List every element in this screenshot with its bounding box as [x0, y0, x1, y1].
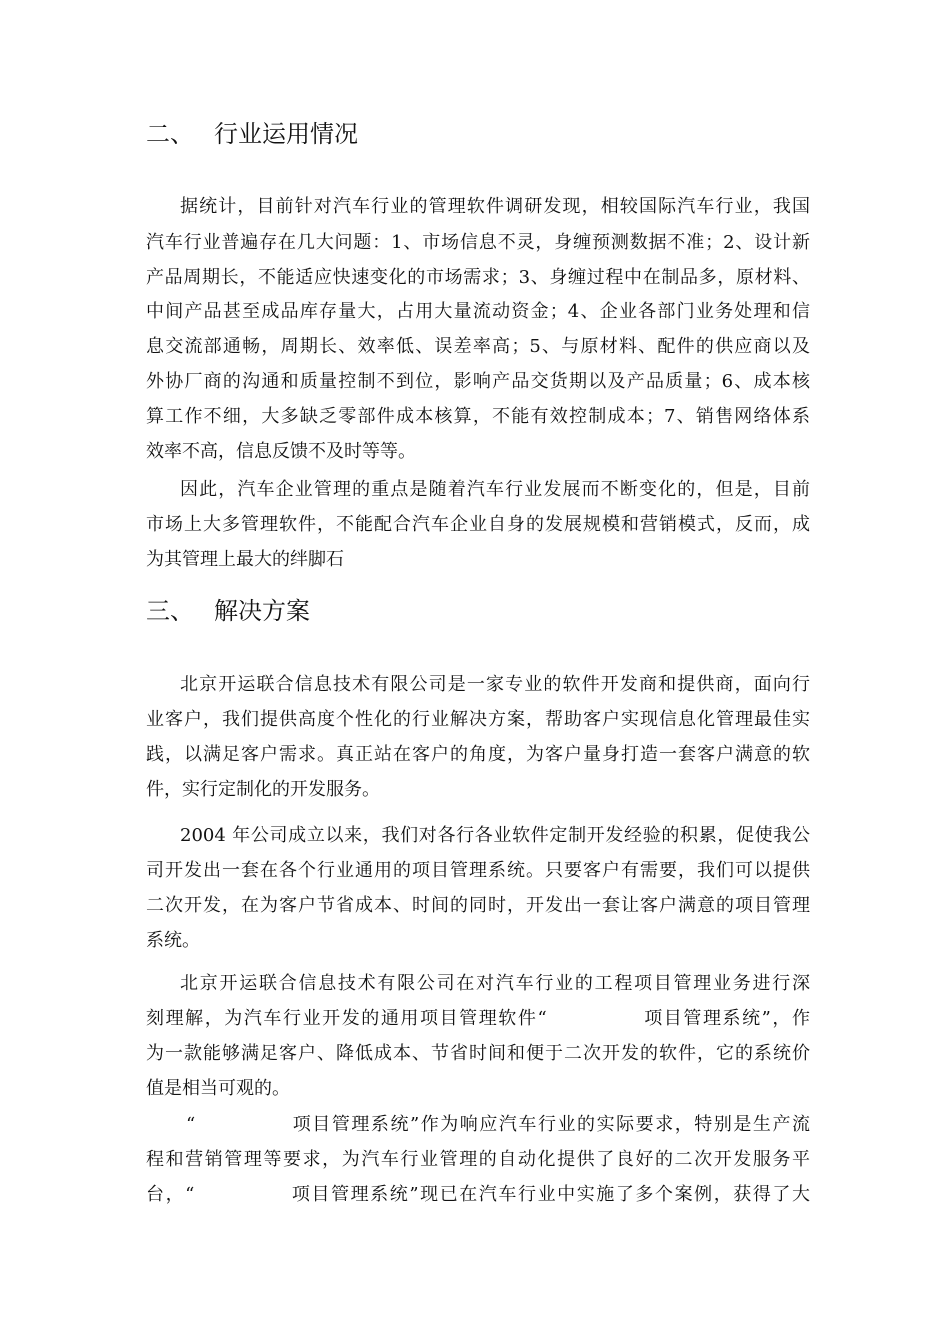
text-line: 北京开运联合信息技术有限公司在对汽车行业的工程项目管理业务进行深 — [180, 973, 810, 994]
section-title: 解决方案 — [214, 597, 310, 625]
section-heading-industry-usage — [146, 119, 358, 149]
text-line: 算工作不细，大多缺乏零部件成本核算，不能有效控制成本；7、销售网络体系 — [146, 406, 810, 427]
text-segment: 项目管理系统”作为响应汽车行业的实际要求，特别是生产流 — [291, 1114, 810, 1135]
text-segment: “ — [186, 1114, 196, 1135]
text-segment: 台，“ — [146, 1184, 195, 1205]
text-segment: 刻理解，为汽车行业开发的通用项目管理软件“ — [146, 1008, 547, 1029]
text-line: 效率不高，信息反馈不及时等等。 — [146, 441, 416, 462]
text-line — [186, 1111, 810, 1139]
text-segment: 项目管理系统”现已在汽车行业中实施了多个案例，获得了大 — [290, 1184, 811, 1205]
text-line: 市场上大多管理软件，不能配合汽车企业自身的发展规模和营销模式，反而，成 — [146, 514, 810, 535]
text-line: 业客户，我们提供高度个性化的行业解决方案，帮助客户实现信息化管理最佳实 — [146, 709, 810, 730]
text-line: 践，以满足客户需求。真正站在客户的角度，为客户量身打造一套客户满意的软 — [146, 744, 810, 765]
section-number: 三、 — [146, 597, 194, 625]
text-line: 件，实行定制化的开发服务。 — [146, 779, 380, 800]
text-line: 因此，汽车企业管理的重点是随着汽车行业发展而不断变化的，但是，目前 — [180, 479, 810, 500]
text-line: 外协厂商的沟通和质量控制不到位，影响产品交货期以及产品质量；6、成本核 — [146, 371, 810, 392]
text-line: 为一款能够满足客户、降低成本、节省时间和便于二次开发的软件，它的系统价 — [146, 1043, 810, 1064]
text-line: 北京开运联合信息技术有限公司是一家专业的软件开发商和提供商，面向行 — [180, 674, 810, 695]
text-line: 汽车行业普遍存在几大问题：1、市场信息不灵，身缠预测数据不准；2、设计新 — [146, 232, 810, 253]
text-line — [146, 1181, 810, 1209]
text-line: 息交流部通畅，周期长、效率低、误差率高；5、与原材料、配件的供应商以及 — [146, 336, 810, 357]
text-line: 系统。 — [146, 930, 200, 951]
text-line: 为其管理上最大的绊脚石 — [146, 549, 344, 570]
text-line: 据统计，目前针对汽车行业的管理软件调研发现，相较国际汽车行业，我国 — [180, 196, 810, 217]
text-line: 二次开发，在为客户节省成本、时间的同时，开发出一套让客户满意的项目管理 — [146, 895, 810, 916]
section-heading-solution — [146, 596, 310, 626]
text-line: 2004 年公司成立以来，我们对各行各业软件定制开发经验的积累，促使我公 — [180, 825, 810, 846]
text-line: 中间产品甚至成品库存量大，占用大量流动资金；4、企业各部门业务处理和信 — [146, 301, 810, 322]
section-title: 行业运用情况 — [214, 120, 358, 148]
text-line: 司开发出一套在各个行业通用的项目管理系统。只要客户有需要，我们可以提供 — [146, 860, 810, 881]
section-number: 二、 — [146, 120, 194, 148]
text-line: 产品周期长，不能适应快速变化的市场需求；3、身缠过程中在制品多，原材料、 — [146, 267, 810, 288]
text-line: 值是相当可观的。 — [146, 1078, 290, 1099]
text-segment: 项目管理系统”，作 — [642, 1008, 811, 1029]
text-line — [146, 1005, 810, 1033]
text-line: 程和营销管理等要求，为汽车行业管理的自动化提供了良好的二次开发服务平 — [146, 1149, 810, 1170]
